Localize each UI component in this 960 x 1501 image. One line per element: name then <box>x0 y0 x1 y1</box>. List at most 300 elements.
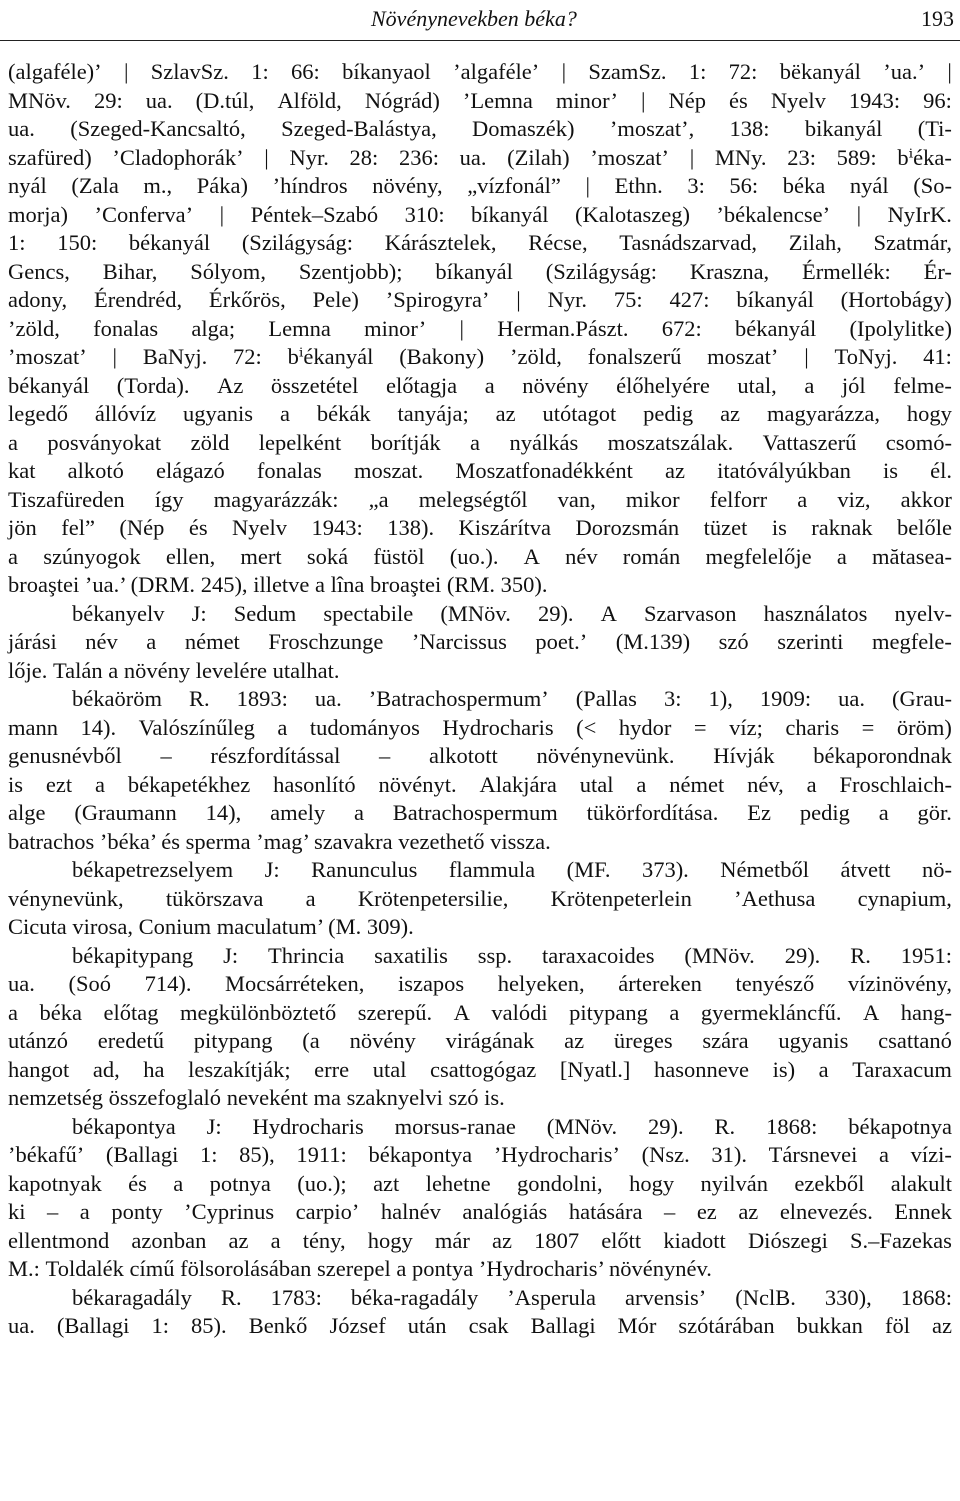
word: = <box>861 714 875 740</box>
word: Froschzunge <box>268 629 384 654</box>
text-line <box>8 913 952 942</box>
word: az <box>720 401 741 426</box>
word: hasonlító <box>273 771 356 797</box>
word: a <box>79 1199 90 1224</box>
word: megfele- <box>871 629 952 654</box>
word: Az <box>217 372 244 398</box>
word: utal <box>579 771 614 797</box>
word: (So- <box>913 173 952 198</box>
word: charis <box>785 714 840 740</box>
word: békapontya <box>368 1142 473 1167</box>
word: halnév <box>380 1199 441 1224</box>
word: vissza. <box>490 828 551 854</box>
text-line <box>8 201 952 230</box>
word: Thrincia <box>268 942 345 968</box>
word: bíkanyál <box>471 201 549 227</box>
entry-first-line <box>8 600 952 629</box>
word: (Soó <box>68 971 111 996</box>
word: utótagot <box>542 401 617 426</box>
word: 310: <box>404 201 445 227</box>
word: iszapos <box>397 971 465 996</box>
word: a <box>270 1227 281 1253</box>
word: carpio’ <box>295 1199 360 1224</box>
word: lehetne <box>425 1170 491 1196</box>
word: 28: <box>349 144 379 170</box>
word: J: <box>191 600 207 626</box>
word: növény <box>522 372 589 398</box>
word: 85), <box>239 1142 275 1167</box>
word: békapontya <box>72 1113 176 1139</box>
word: (M.139) <box>615 629 691 654</box>
word: (Zilah) <box>507 144 570 170</box>
word: 309). <box>366 914 414 939</box>
word: Ballagi <box>530 1313 596 1338</box>
word: az <box>564 1028 585 1053</box>
word: ’Lemna <box>462 87 533 113</box>
word: ad, <box>92 1056 120 1082</box>
word: BaNyj. <box>142 344 208 369</box>
word: maculatum’ <box>216 914 329 939</box>
word: 29). <box>537 600 574 626</box>
word: ezekből <box>794 1170 865 1196</box>
word: gondolni, <box>517 1170 603 1196</box>
word: növénynevünk. <box>536 743 675 768</box>
word: Gencs, <box>8 258 70 284</box>
word: szerepel <box>317 1256 397 1281</box>
word: 714). <box>144 971 192 996</box>
word: 1868: <box>900 1284 952 1310</box>
word: – <box>664 1199 676 1224</box>
word: is <box>882 458 898 483</box>
word: nö- <box>921 857 952 882</box>
word: Érendréd, <box>94 287 183 312</box>
word: 350). <box>500 572 548 597</box>
word: békanyál <box>8 372 90 398</box>
word: a <box>173 1170 184 1196</box>
word: MNöv. <box>8 87 71 113</box>
word: vezethető <box>398 828 491 854</box>
word: csak <box>468 1313 509 1338</box>
text-line <box>8 1027 952 1056</box>
word: pontya <box>411 1256 479 1281</box>
word: lîna <box>330 572 371 597</box>
word: 1: <box>199 1142 218 1167</box>
word: növény <box>123 657 196 683</box>
word: szó <box>718 629 749 654</box>
word: békapitypang <box>72 942 194 968</box>
text-line <box>8 714 952 743</box>
word: 1909: <box>759 686 812 711</box>
word: 29). <box>784 942 821 968</box>
word: ugyanis <box>183 401 254 426</box>
word: Lemna <box>268 315 331 341</box>
text-line <box>8 999 952 1028</box>
word: ’moszat’ <box>590 144 670 170</box>
word: a <box>470 429 481 455</box>
word: bukkan <box>796 1313 863 1338</box>
word: tanyája; <box>397 401 469 426</box>
text-line <box>8 258 952 287</box>
word: békanyál <box>128 230 211 255</box>
word: (Ballagi <box>56 1313 130 1338</box>
word: viz, <box>837 486 871 512</box>
word: Nógrád) <box>364 87 440 113</box>
word: fonalas <box>93 315 159 341</box>
word: M.: <box>8 1256 46 1281</box>
word: Szentjobb); <box>298 258 403 284</box>
word: (uo.). <box>449 543 499 569</box>
word: saxatilis <box>374 942 448 968</box>
word: Sedum <box>233 600 297 626</box>
text-line <box>8 400 952 429</box>
word: használatos <box>763 600 868 626</box>
word: Krötenpetersilie, <box>357 885 509 911</box>
word: békaporondnak <box>813 743 952 768</box>
word: (Ti- <box>917 116 952 141</box>
word: broaştei <box>370 572 447 597</box>
word: szó <box>448 1085 485 1110</box>
word: ’híndros <box>272 173 348 198</box>
word: arvensis’ <box>624 1284 707 1310</box>
word: nyál <box>849 173 889 198</box>
word: Hydrocharis <box>252 1113 364 1139</box>
text-line <box>8 486 952 515</box>
text-line <box>8 657 952 686</box>
word: flammula <box>448 857 536 882</box>
word: ’Batrachospermum’ <box>368 686 549 711</box>
running-header <box>0 0 960 44</box>
word: Nyelv <box>232 515 288 540</box>
word: a <box>94 771 105 797</box>
word: melegségtől <box>418 486 528 512</box>
word: Nyelv <box>770 87 826 113</box>
word: adony, <box>8 287 68 312</box>
word: csomó- <box>885 429 952 455</box>
word: mert <box>240 543 282 569</box>
text-line <box>8 1312 952 1341</box>
word: ssp. <box>477 942 513 968</box>
word: ’Hydrocharis’ <box>478 1256 609 1281</box>
word: 3: <box>663 686 682 711</box>
word: növényt. <box>378 771 457 797</box>
word: 41: <box>923 344 952 369</box>
word: csattogógaz <box>430 1056 537 1082</box>
word: Talán <box>53 657 109 683</box>
word: az <box>738 1199 759 1224</box>
text-line <box>8 742 952 771</box>
word: is. <box>484 1085 505 1110</box>
word: gyermekláncfű. <box>700 999 842 1025</box>
word: Conium <box>138 914 217 939</box>
word: összetétel <box>270 372 359 398</box>
word: | <box>264 144 269 170</box>
text-line <box>8 543 952 572</box>
word: összefoglaló <box>108 1085 227 1110</box>
word: mann <box>8 714 58 740</box>
word: is <box>771 515 787 540</box>
text-line <box>8 372 952 401</box>
word: békaragadály <box>72 1284 192 1310</box>
word: (RM. <box>446 572 501 597</box>
word: Dorozsmán <box>575 515 680 540</box>
word: üreges <box>613 1028 673 1053</box>
word: Kárásztelek, <box>384 230 497 255</box>
word: illetve <box>253 572 316 597</box>
word: mikor <box>625 486 680 512</box>
word: raknak <box>811 515 873 540</box>
word: fölsorolásában <box>180 1256 318 1281</box>
word: m., <box>143 173 173 198</box>
word: 1943: <box>848 87 901 113</box>
word: tény, <box>302 1227 346 1253</box>
word: 14), <box>205 800 242 825</box>
word: ellen, <box>165 543 216 569</box>
text-line <box>8 229 952 258</box>
word: = <box>693 714 707 740</box>
word: A <box>600 600 617 626</box>
word: (Pallas <box>575 686 637 711</box>
word: 1951: <box>900 942 952 968</box>
word: nyálkás <box>509 429 579 455</box>
word: az <box>665 458 685 483</box>
word: – <box>160 743 172 768</box>
word: lepelként <box>258 429 342 455</box>
word: A <box>523 543 540 569</box>
word: broaştei <box>8 572 85 597</box>
word: 3: <box>687 173 705 198</box>
word: a <box>8 429 18 455</box>
word: tükörfordítása. <box>586 800 719 825</box>
word: (algaféle)’ <box>8 59 102 84</box>
word: ’Spirogyra’ <box>385 287 490 312</box>
word: 1: <box>251 59 269 84</box>
word: (Szilágyság: <box>241 230 354 255</box>
word: bíkanyaol <box>342 59 431 84</box>
word: (Graumann <box>74 800 177 825</box>
word: József <box>329 1313 386 1338</box>
word: Moszatfonadékként <box>455 458 633 483</box>
word: (Torda). <box>116 372 190 398</box>
word: előtt <box>601 1227 642 1253</box>
word: bⁱékanyál <box>287 344 374 369</box>
word: (< <box>576 714 597 740</box>
word: ’mag’ <box>256 828 314 854</box>
word: Alföld, <box>277 87 342 113</box>
word: szára <box>702 1028 749 1053</box>
word: J: <box>223 942 239 968</box>
word: (Kalotaszeg) <box>575 201 690 227</box>
word: szótárában <box>678 1313 775 1338</box>
word: és <box>128 1170 147 1196</box>
word: ezt <box>45 771 73 797</box>
word: békaöröm <box>72 686 162 711</box>
word: Vattaszerű <box>762 429 857 455</box>
word: ’Narcissus <box>411 629 507 654</box>
word: vénynevünk, <box>8 885 124 911</box>
word: a <box>305 885 316 911</box>
word: Érmellék: <box>802 258 891 284</box>
word: Froschlaich- <box>839 771 952 797</box>
word: 589: <box>836 144 877 170</box>
word: Valószínűleg <box>138 714 255 740</box>
word: utánzó <box>8 1028 68 1053</box>
text-line <box>8 1141 952 1170</box>
word: békapotnya <box>848 1113 952 1139</box>
word: 66: <box>291 59 320 84</box>
word: Krötenpeterlein <box>550 885 692 911</box>
word: a <box>806 771 817 797</box>
word: pitypang <box>569 999 648 1025</box>
word: növény <box>349 1028 416 1053</box>
word: ua. <box>8 1313 35 1338</box>
word: (MNöv. <box>546 1113 618 1139</box>
word: ’zöld, <box>8 315 60 341</box>
word: ua. <box>314 686 342 711</box>
word: – <box>379 743 391 768</box>
word: (uo.); <box>297 1170 347 1196</box>
word: spectabile <box>323 600 414 626</box>
word: ’ua.’ <box>883 59 926 84</box>
word: ’békafű’ <box>8 1142 85 1167</box>
word: 1: <box>151 1313 169 1338</box>
word: taraxacoides <box>542 942 655 968</box>
word: 427: <box>669 287 710 312</box>
text-line <box>8 172 952 201</box>
word: tudományos <box>309 714 420 740</box>
word: alkotó <box>67 458 124 483</box>
word: Szatmár, <box>873 230 952 255</box>
word: szerepű. <box>357 999 433 1025</box>
word: nemzetség <box>8 1085 109 1110</box>
word: 1), <box>708 686 733 711</box>
word: | <box>516 287 521 312</box>
text-line <box>8 571 952 600</box>
text-line <box>8 429 952 458</box>
word: 672: <box>661 315 702 341</box>
word: ’moszat’, <box>609 116 695 141</box>
word: | <box>947 59 952 84</box>
word: 1868: <box>766 1113 818 1139</box>
word: ’Cyprinus <box>184 1199 275 1224</box>
word: pedig <box>643 401 694 426</box>
word: 72: <box>728 59 758 84</box>
text-line <box>8 828 952 857</box>
word: átvett <box>840 857 891 882</box>
word: azonban <box>131 1227 207 1253</box>
word: poet.’ <box>535 629 588 654</box>
word: 236: <box>398 144 439 170</box>
word: | <box>112 344 118 369</box>
word: Szarvason <box>644 600 737 626</box>
word: Taraxacum <box>852 1056 952 1082</box>
word: Diószegi <box>747 1227 828 1253</box>
word: (Bakony) <box>399 344 485 369</box>
word: föl <box>884 1313 910 1338</box>
word: (NclB. <box>735 1284 796 1310</box>
word: | <box>804 344 809 369</box>
word: ’moszat’ <box>8 344 87 369</box>
word: neveként <box>226 1085 314 1110</box>
word: 1783: <box>270 1284 322 1310</box>
word: él. <box>930 458 952 483</box>
word: bíkanyál <box>435 258 513 284</box>
word: utal, <box>737 372 777 398</box>
word: hasonneve <box>654 1056 749 1082</box>
text-line <box>8 628 952 657</box>
word: tükörszava <box>165 885 264 911</box>
word: Nép <box>668 87 707 113</box>
word: Ér- <box>923 258 952 284</box>
word: béka <box>782 173 826 198</box>
word: Sólyom, <box>190 258 266 284</box>
word: 330), <box>824 1284 872 1310</box>
word: szúnyogok <box>43 543 141 569</box>
word: J: <box>264 857 280 882</box>
word: fel” <box>61 515 95 540</box>
word: már <box>434 1227 470 1253</box>
word: S.–Fazekas <box>850 1227 952 1253</box>
text-line <box>8 885 952 914</box>
word: a <box>636 771 647 797</box>
word: tenyésző <box>735 971 815 996</box>
word: ’Cladophorák’ <box>112 144 244 170</box>
word: magyarázza, <box>766 401 880 426</box>
word: pitypang <box>193 1028 273 1053</box>
word: Mór <box>617 1313 657 1338</box>
word: a <box>279 401 290 426</box>
word: hatására <box>568 1199 643 1224</box>
word: MNy. <box>714 144 767 170</box>
word: hangot <box>8 1056 70 1082</box>
word: Ennek <box>894 1199 952 1224</box>
word: posványokat <box>47 429 162 455</box>
word: és <box>729 87 748 113</box>
word: alge <box>8 800 46 825</box>
word: Toldalék <box>45 1256 130 1281</box>
word: erre <box>314 1056 350 1082</box>
word: (Hortobágy) <box>840 287 952 312</box>
word: előtagja <box>385 372 458 398</box>
text-line <box>8 799 952 828</box>
word: utalhat. <box>272 657 340 683</box>
word: ua. <box>8 971 35 996</box>
word: virosa, <box>72 914 139 939</box>
word: az <box>495 401 516 426</box>
word: Ez <box>747 800 771 825</box>
word: Zilah, <box>788 230 842 255</box>
word: (Grau- <box>891 686 952 711</box>
word: Kiszárítva <box>458 515 551 540</box>
word: (M. <box>328 914 367 939</box>
word: Ranunculus <box>311 857 418 882</box>
word: (MNöv. <box>684 942 755 968</box>
word: részfordítással <box>210 743 341 768</box>
running-title: Növénynevekben béka? <box>371 6 577 31</box>
word: amely <box>270 800 326 825</box>
word: kiadott <box>663 1227 726 1253</box>
word: Péntek–Szabó <box>250 201 379 227</box>
word: Benkő <box>248 1313 308 1338</box>
word: gör. <box>917 800 952 825</box>
word: kapotnyak <box>8 1170 102 1196</box>
word: béka <box>39 999 82 1025</box>
word: utal <box>372 1056 407 1082</box>
word: a <box>804 372 815 398</box>
word: növénynév. <box>609 1256 712 1281</box>
word: (Nép <box>119 515 165 540</box>
word: R. <box>714 1113 736 1139</box>
word: jön <box>8 515 37 540</box>
